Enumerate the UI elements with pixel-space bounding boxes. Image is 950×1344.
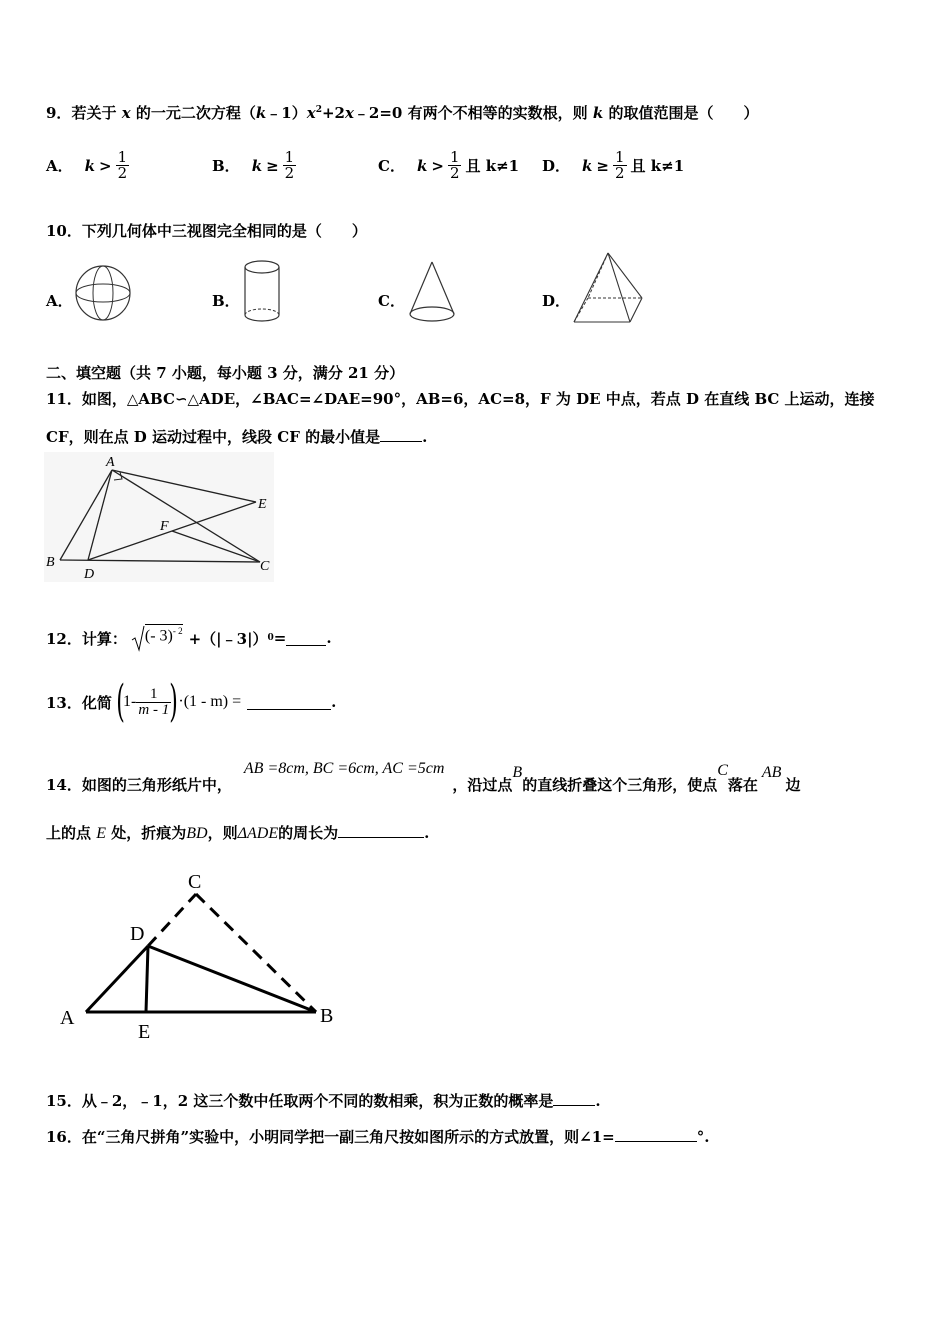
q11-line2: CF，则在点 D 运动过程中，线段 CF 的最小值是 . <box>46 428 428 446</box>
label-a: A <box>106 455 115 470</box>
q12-stem: 12．计算： (- 3)$^{- 2}$ +（|﹣3|） 0 = . <box>46 624 332 652</box>
q11-figure <box>44 452 276 584</box>
label-b: B <box>46 555 55 570</box>
label-a: A <box>60 1007 75 1029</box>
q14-line2: 上的点 E 处，折痕为BD，则ΔADE的周长为 . <box>46 824 430 842</box>
cone-icon <box>404 258 460 328</box>
answer-blank[interactable] <box>615 1127 697 1142</box>
q10-stem: 10．下列几何体中三视图完全相同的是（ ） <box>46 222 367 240</box>
answer-blank[interactable] <box>338 823 424 838</box>
answer-blank[interactable] <box>286 631 326 646</box>
fraction: $\frac{1}{2}$ <box>615 148 625 182</box>
q16-stem: 16．在“三角尺拼角”实验中，小明同学把一副三角尺按如图所示的方式放置，则∠1= °. <box>46 1128 710 1146</box>
q10-option-c-label[interactable]: C． <box>378 292 405 310</box>
section-heading: 二、填空题（共 7 小题，每小题 3 分，满分 21 分） <box>46 364 405 382</box>
fraction: $\frac{1}{2}$ <box>117 148 128 182</box>
fraction: $\frac{1}{2}$ <box>284 148 295 182</box>
label-e: E <box>258 497 267 512</box>
q10-option-d-label[interactable]: D． <box>542 292 571 310</box>
sphere-icon <box>72 262 134 324</box>
left-paren: ( <box>116 676 125 727</box>
radicand: (- 3)$^{- 2}$ <box>144 626 183 645</box>
label-b: B <box>320 1005 334 1027</box>
fraction: $\frac{1}{2}$ <box>449 148 460 182</box>
q10-option-a-label[interactable]: A． <box>46 292 73 310</box>
right-paren: ) <box>169 676 179 727</box>
q10-option-b-label[interactable]: B． <box>212 292 240 310</box>
fraction: $\frac{1}{m - 1}$ <box>138 685 170 718</box>
q9-stem: 9．若关于 x 的一元二次方程$(k﹣1)x^2+2x﹣2=0$ 有两个不相等的实数根，则 k 的取值范围是（ ） <box>46 104 759 122</box>
q14-line1: 14．如图的三角形纸片中， AB =8cm, BC =6cm, AC =5cm ，沿过点 B 的直线折叠这个三角形，使点 C 落在 AB 边 <box>46 760 801 794</box>
cylinder-icon <box>240 258 286 326</box>
answer-blank[interactable] <box>380 427 422 442</box>
q11-line1: 11．如图，△ABC∽△ADE，∠BAC=∠DAE=90°，AB=6，AC=8，F 为 DE 中点，若点 D 在直线 BC 上运动，连接 <box>46 390 875 408</box>
q9-option-b[interactable]: B． k ≥ $\frac{1}{2}$ <box>212 148 295 182</box>
label-d: D <box>130 923 145 945</box>
label-c: C <box>188 871 202 893</box>
q9-option-c[interactable]: C． k > $\frac{1}{2}$ 且 k≠1 <box>378 148 520 182</box>
label-e: E <box>138 1021 151 1043</box>
q14-figure <box>56 866 346 1046</box>
answer-blank[interactable] <box>247 695 331 710</box>
pyramid-icon <box>570 250 646 328</box>
q9-option-d[interactable]: D． k ≥ $\frac{1}{2}$ 且 k≠1 <box>542 148 685 182</box>
radical-sign <box>131 624 145 652</box>
q13-stem: 13．化简 ( 1- $\frac{1}{m - 1}$ ) ·(1 - m) = . <box>46 676 337 727</box>
answer-blank[interactable] <box>553 1091 595 1106</box>
label-f: F <box>160 519 169 534</box>
q9-option-a[interactable]: A． k > $\frac{1}{2}$ <box>46 148 128 182</box>
q15-stem: 15．从﹣2，﹣1，2 这三个数中任取两个不同的数相乘，积为正数的概率是 . <box>46 1092 601 1110</box>
label-c: C <box>260 559 270 574</box>
label-d: D <box>84 567 95 582</box>
